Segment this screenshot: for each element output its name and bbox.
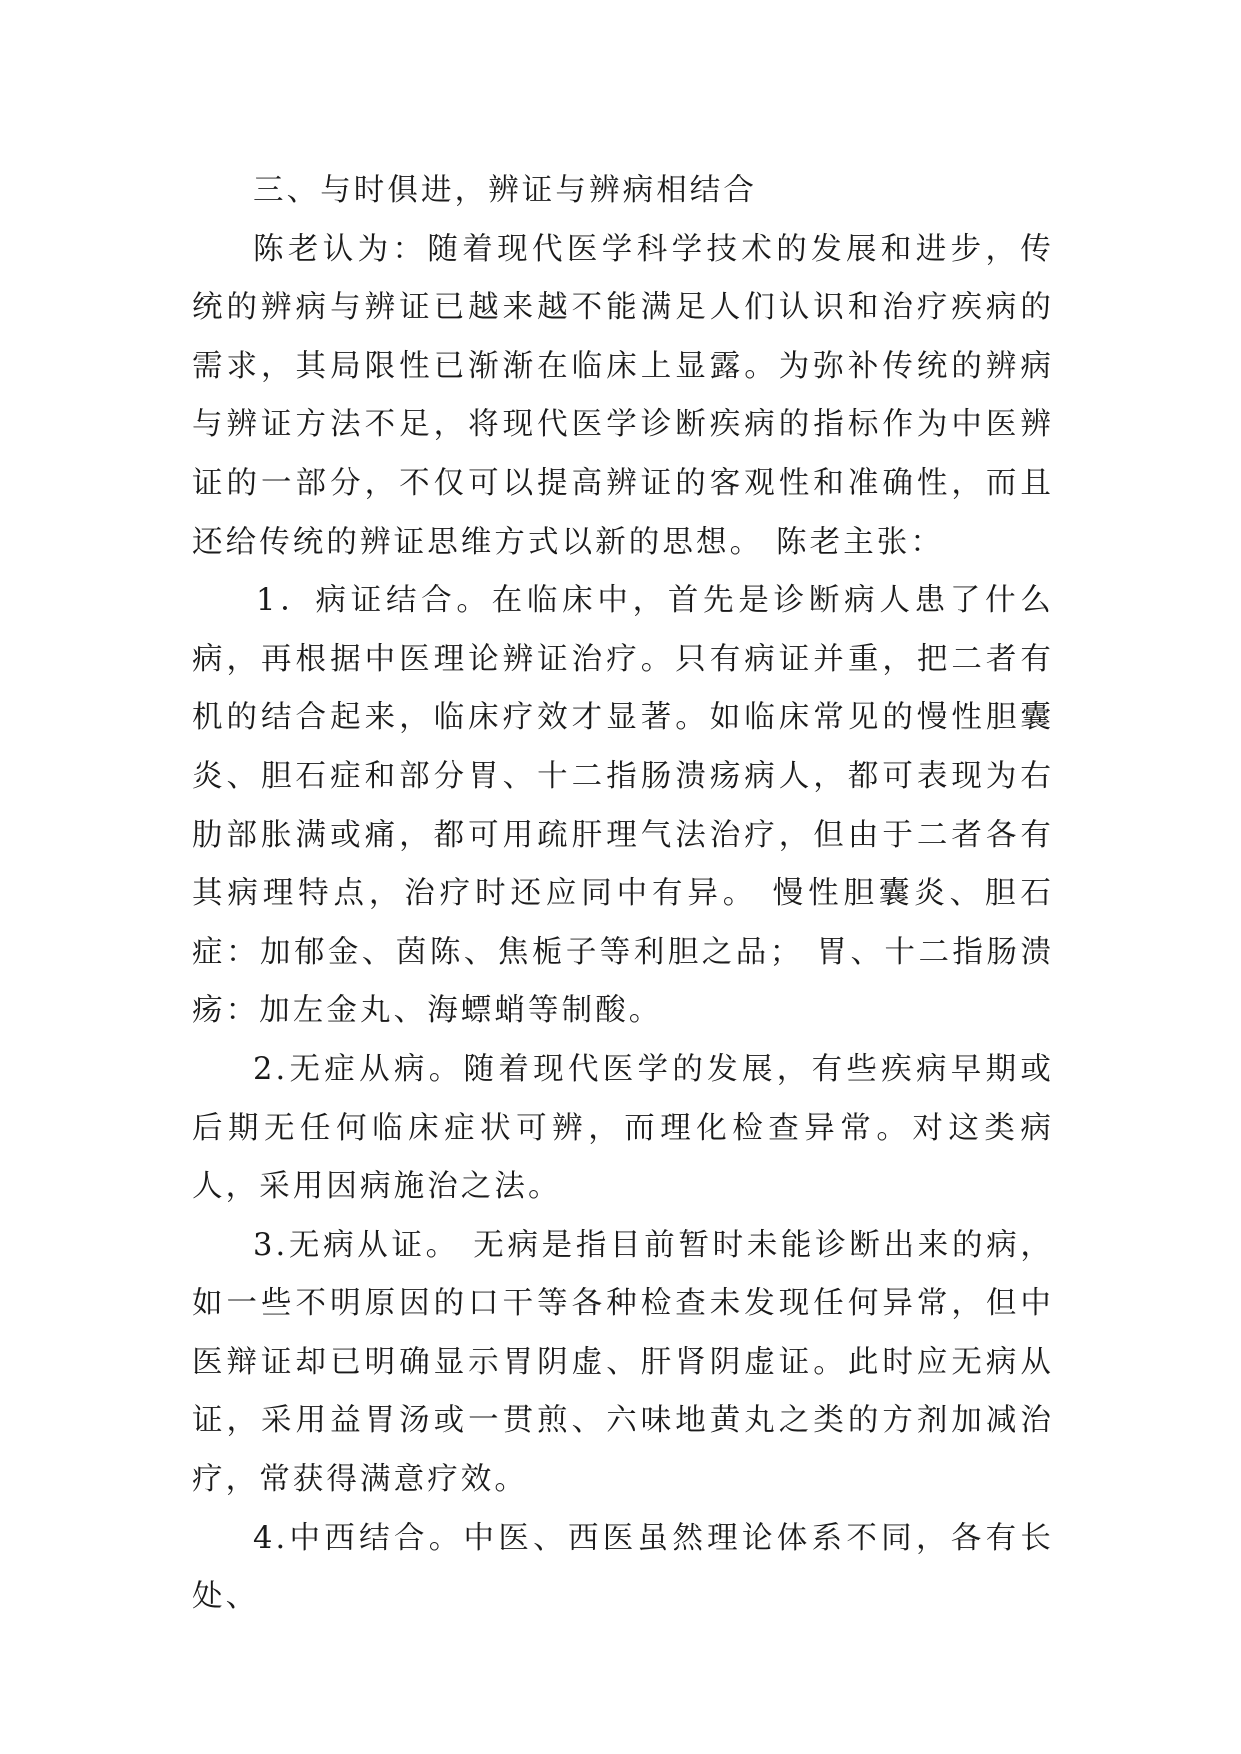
paragraph-item-4: 4.中西结合。中医、西医虽然理论体系不同，各有长处、 [192,1520,1054,1615]
paragraph-item-3: 3.无病从证。 无病是指目前暂时未能诊断出来的病，如一些不明原因的口干等各种检查未发现任何异常，但中医辩证却已明确显示胃阴虚、肝肾阴虚证。此时应无病从证，采用益胃汤或一贯煎、六味地黄丸之类的方剂加减治疗，常获得满意疗效。 [192,1227,1054,1498]
paragraph-intro: 陈老认为：随着现代医学科学技术的发展和进步，传统的辨病与辨证已越来越不能满足人们认识和治疗疾病的需求，其局限性已渐渐在临床上显露。为弥补传统的辨病与辨证方法不足，将现代医学诊断疾病的指标作为中医辨证的一部分，不仅可以提高辨证的客观性和准确性，而且还给传统的辨证思维方式以新的思想。 陈老主张： [192,231,1054,560]
paragraph-item-2: 2.无症从病。随着现代医学的发展，有些疾病早期或后期无任何临床症状可辨，而理化检查异常。对这类病人，采用因病施治之法。 [192,1051,1054,1205]
document-body [192,162,1054,1627]
paragraph-item-1: 1．病证结合。在临床中，首先是诊断病人患了什么病，再根据中医理论辨证治疗。只有病证并重，把二者有机的结合起来，临床疗效才显著。如临床常见的慢性胆囊炎、胆石症和部分胃、十二指肠溃疡病人，都可表现为右肋部胀满或痛，都可用疏肝理气法治疗，但由于二者各有其病理特点，治疗时还应同中有异。 慢性胆囊炎、胆石症：加郁金、茵陈、焦栀子等利胆之品； 胃、十二指肠溃疡：加左金丸、海螵蛸等制酸。 [192,583,1054,1029]
section-heading: 三、与时俱进，辨证与辨病相结合 [253,173,757,208]
